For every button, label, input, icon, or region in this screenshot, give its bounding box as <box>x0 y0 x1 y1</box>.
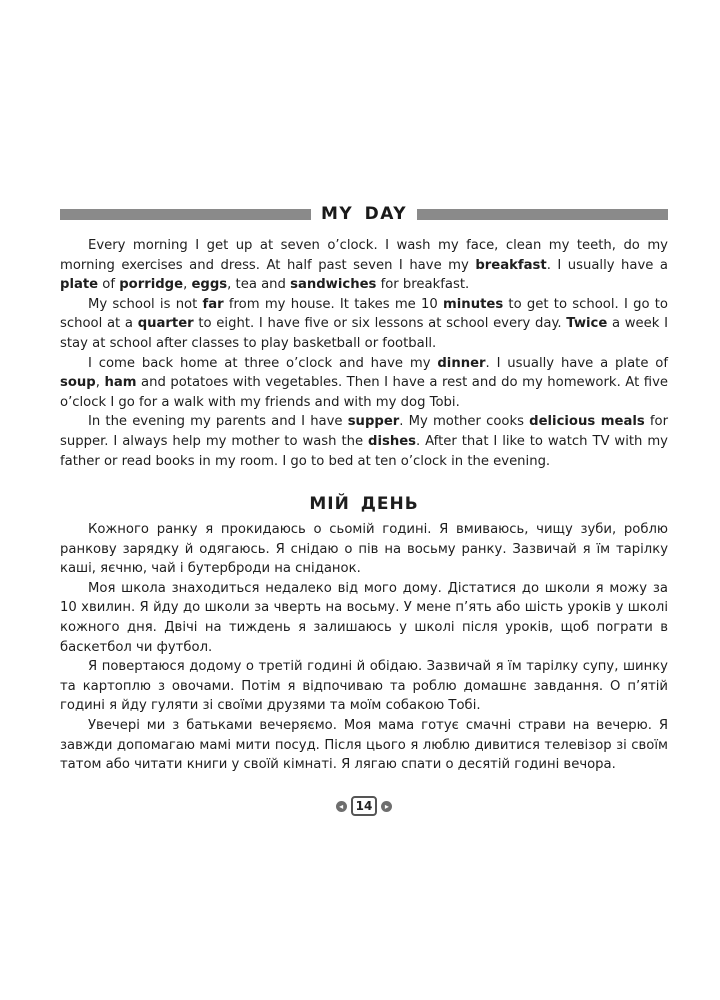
text-run: of <box>98 277 120 293</box>
text-run: to eight. I have five or six lessons at school every day. <box>193 316 567 332</box>
bold-word: far <box>202 296 224 312</box>
text-run: . I usually have a <box>546 257 668 273</box>
title-bar-right <box>417 209 668 220</box>
text-run: for supper. I always help my mother to wash the <box>60 414 669 449</box>
bold-word: plate <box>60 277 99 293</box>
title-bar-left <box>60 209 311 220</box>
text-run: I come back home at three o’clock and have my <box>88 355 438 371</box>
ukrainian-paragraph <box>60 579 668 657</box>
bold-word: dishes <box>368 433 417 449</box>
arrow-right-icon: ▸ <box>381 801 392 812</box>
text-run: , <box>183 277 192 293</box>
ukrainian-text <box>60 520 668 775</box>
bold-word: ham <box>104 375 137 391</box>
text-run: Моя школа знаходиться недалеко від мого дому. Дістатися до школи я можу за 10 хвилин. Я йду до школи за чверть на восьму. У мене п’ять або шість уроків у школі кожного дня. Двічі на тиждень я залишаюсь у школі після уроків, щоб пограти в баскетбол чи футбол. <box>60 580 668 655</box>
english-paragraph <box>60 295 668 354</box>
text-run: , tea and <box>227 277 291 293</box>
bold-word: eggs <box>191 277 228 293</box>
text-run: for breakfast. <box>376 277 470 293</box>
bold-word: minutes <box>443 296 504 312</box>
english-title: MY DAY <box>320 204 408 224</box>
bold-word: Twice <box>566 316 608 332</box>
text-run: My school is not <box>88 296 203 312</box>
english-paragraph <box>60 354 668 413</box>
bold-word: porridge <box>119 277 184 293</box>
text-run: Кожного ранку я прокидаюсь о сьомій годині. Я вмиваюсь, чищу зуби, роблю ранкову зарядку й одягаюсь. Я снідаю о пів на восьму ранку. Зазвичай я їм тарілку каші, яєчню, чай і бутерброди на сніданок. <box>60 522 668 577</box>
text-run: , <box>95 375 105 391</box>
text-run: . After that I like to watch TV with my father or read books in my room. I go to bed at ten o’clock in the evening. <box>60 433 668 469</box>
ukrainian-paragraph <box>60 520 668 579</box>
bold-word: breakfast <box>475 257 547 273</box>
english-paragraph <box>60 412 668 471</box>
english-paragraph <box>60 236 668 295</box>
text-run: . My mother cooks <box>399 414 530 430</box>
text-run: In the evening my parents and I have <box>88 414 348 430</box>
text-run: Я повертаюся додому о третій годині й обідаю. Зазвичай я їм тарілку супу, шинку та картоплю з овочами. Потім я відпочиваю та роблю домашнє завдання. О п’ятій годині я йду гуляти зі своїми друзями та моїм собакою Тобі. <box>60 659 668 714</box>
text-run: to get to school. I go to school at a <box>60 296 668 332</box>
ukrainian-paragraph <box>60 716 668 775</box>
english-text <box>60 236 668 471</box>
bold-word: soup <box>60 375 96 391</box>
page-number-row <box>60 796 668 816</box>
text-run: Увечері ми з батьками вечеряємо. Моя мама готує смачні страви на вечерю. Я завжди допомагаю мамі мити посуд. Після цього я люблю дивитися телевізор зі своїм татом або читати книги у своїй кімнаті. Я лягаю спати о десятій годині вечора. <box>60 717 668 773</box>
ukrainian-paragraph <box>60 657 668 716</box>
text-run: a week I stay at school after classes to play basketball or football. <box>60 316 668 351</box>
page-number: 14 <box>351 796 378 816</box>
arrow-left-icon: ◂ <box>336 801 347 812</box>
bold-word: sandwiches <box>290 277 377 293</box>
text-run: . I usually have a plate of <box>485 355 668 371</box>
bold-word: supper <box>347 414 400 430</box>
text-run: from my house. It takes me 10 <box>223 296 444 312</box>
bold-word: dinner <box>437 355 486 371</box>
ukrainian-title: МІЙ ДЕНЬ <box>309 494 419 514</box>
bold-word: quarter <box>137 316 194 332</box>
text-run: and potatoes with vegetables. Then I have a rest and do my homework. At five o’clock I go for a walk with my friends and with my dog Tobi. <box>60 375 668 410</box>
english-title-row <box>60 202 668 226</box>
text-run: Every morning I get up at seven o’clock. I wash my face, clean my teeth, do my morning exercises and dress. At half past seven I have my <box>60 238 668 273</box>
bold-word: delicious meals <box>529 414 645 430</box>
